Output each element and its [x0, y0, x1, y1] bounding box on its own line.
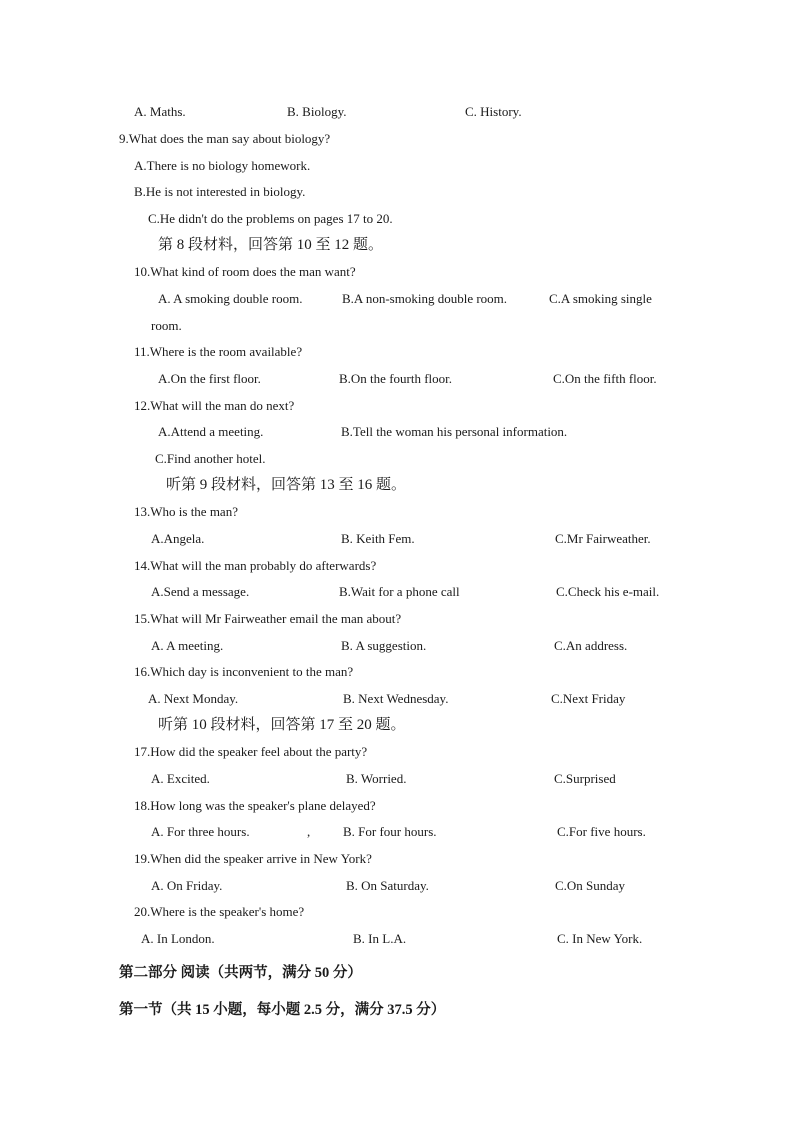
q16-option-a: A. Next Monday.	[148, 691, 239, 706]
q18-option-c: C.For five hours.	[557, 824, 646, 839]
q14-question: 14.What will the man probably do afterwards?	[134, 558, 377, 573]
q15-option-c: C.An address.	[554, 638, 628, 653]
q16-option-b: B. Next Wednesday.	[343, 691, 449, 706]
q11-question: 11.Where is the room available?	[134, 344, 303, 359]
q14-option-c: C.Check his e-mail.	[556, 584, 660, 599]
q17-option-c: C.Surprised	[554, 771, 616, 786]
q13-question: 13.Who is the man?	[134, 504, 238, 519]
q18-question: 18.How long was the speaker's plane delayed?	[134, 798, 376, 813]
q18-option-a: A. For three hours.	[151, 824, 250, 839]
q19-option-b: B. On Saturday.	[346, 878, 429, 893]
q16-question: 16.Which day is inconvenient to the man?	[134, 664, 354, 679]
q13-option-a: A.Angela.	[151, 531, 205, 546]
q17-option-b: B. Worried.	[346, 771, 407, 786]
section-8-heading: 第 8 段材料，回答第 10 至 12 题。	[158, 237, 384, 253]
q9-option-a: A.There is no biology homework.	[134, 158, 311, 173]
q9-option-b: B.He is not interested in biology.	[134, 184, 306, 199]
q20-option-b: B. In L.A.	[353, 931, 407, 946]
q13-option-b: B. Keith Fem.	[341, 531, 415, 546]
section-10-heading: 听第 10 段材料，回答第 17 至 20 题。	[158, 717, 406, 733]
section-9-heading: 听第 9 段材料，回答第 13 至 16 题。	[166, 477, 407, 493]
part-2-heading: 第二部分 阅读（共两节，满分 50 分）	[119, 965, 362, 981]
q17-question: 17.How did the speaker feel about the party?	[134, 744, 368, 759]
q9-option-c: C.He didn't do the problems on pages 17 to 20.	[148, 211, 393, 226]
q10-option-a: A. A smoking double room.	[158, 291, 303, 306]
q10-question: 10.What kind of room does the man want?	[134, 264, 356, 279]
q20-question: 20.Where is the speaker's home?	[134, 904, 305, 919]
q12-option-a: A.Attend a meeting.	[158, 424, 264, 439]
q11-option-a: A.On the first floor.	[158, 371, 261, 386]
q8-option-a: A. Maths.	[134, 104, 186, 119]
q16-option-c: C.Next Friday	[551, 691, 626, 706]
q14-option-b: B.Wait for a phone call	[339, 584, 460, 599]
q19-option-a: A. On Friday.	[151, 878, 223, 893]
q12-option-c: C.Find another hotel.	[155, 451, 266, 466]
q18-separator: ,	[307, 824, 311, 839]
q20-option-a: A. In London.	[141, 931, 215, 946]
q19-option-c: C.On Sunday	[555, 878, 626, 893]
q12-option-b: B.Tell the woman his personal information.	[341, 424, 568, 439]
q17-option-a: A. Excited.	[151, 771, 210, 786]
q14-option-a: A.Send a message.	[151, 584, 250, 599]
q13-option-c: C.Mr Fairweather.	[555, 531, 651, 546]
part-2-section-1-heading: 第一节（共 15 小题，每小题 2.5 分，满分 37.5 分）	[119, 1002, 446, 1018]
q10-option-c: C.A smoking single	[549, 291, 652, 306]
q15-option-b: B. A suggestion.	[341, 638, 427, 653]
q15-option-a: A. A meeting.	[151, 638, 224, 653]
q10-option-b: B.A non-smoking double room.	[342, 291, 508, 306]
q20-option-c: C. In New York.	[557, 931, 643, 946]
q11-option-b: B.On the fourth floor.	[339, 371, 453, 386]
q11-option-c: C.On the fifth floor.	[553, 371, 657, 386]
q8-option-b: B. Biology.	[287, 104, 347, 119]
q8-option-c: C. History.	[465, 104, 522, 119]
q19-question: 19.When did the speaker arrive in New York?	[134, 851, 372, 866]
q9-question: 9.What does the man say about biology?	[119, 131, 331, 146]
q10-option-c-continued: room.	[151, 318, 182, 333]
q15-question: 15.What will Mr Fairweather email the man about?	[134, 611, 402, 626]
q12-question: 12.What will the man do next?	[134, 398, 295, 413]
q18-option-b: B. For four hours.	[343, 824, 437, 839]
